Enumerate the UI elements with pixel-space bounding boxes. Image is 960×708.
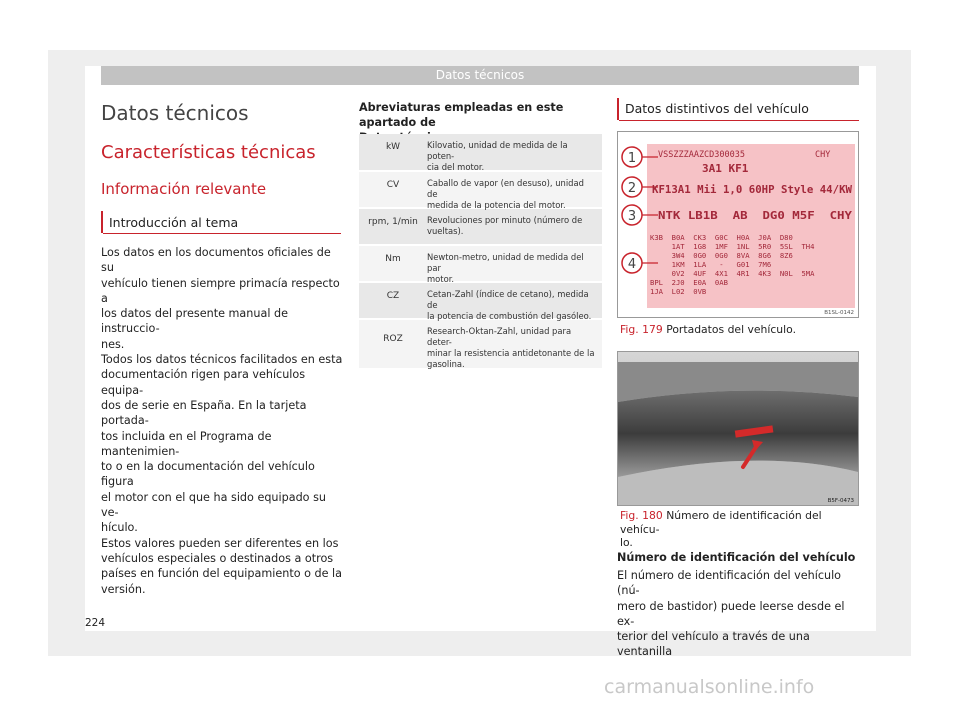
section-header: Datos técnicos xyxy=(101,66,859,85)
desc-line: la potencia de combustión del gasóleo. xyxy=(427,311,592,321)
table-row xyxy=(359,134,602,172)
title-line: Abreviaturas empleadas en este apartado de xyxy=(359,101,564,129)
text-line: nes. xyxy=(101,337,125,351)
plate-option-row: 1AT 1G8 1MF 1NL 5R0 5SL TH4 xyxy=(650,242,815,251)
text-line: Todos los datos técnicos facilitados en esta xyxy=(101,353,343,367)
text-line: países en función del equipamiento o de la xyxy=(101,567,343,581)
caption-text: Portadatos del vehículo. xyxy=(666,323,797,336)
heading-1: Datos técnicos xyxy=(101,101,249,125)
desc-line: Newton-metro, unidad de medida del par xyxy=(427,252,584,273)
data-plate-illustration xyxy=(618,132,858,317)
desc-line: Caballo de vapor (en desuso), unidad de xyxy=(427,178,584,199)
table-row xyxy=(359,320,602,370)
text-line: hículo. xyxy=(101,521,138,535)
table-row xyxy=(359,172,602,209)
plate-codes: NTK LB1B AB DG0 M5F CHY xyxy=(658,210,853,222)
desc-line: minar la resistencia antidetonante de la xyxy=(427,348,595,358)
heading-3: Información relevante xyxy=(101,180,267,198)
vin-window-illustration xyxy=(618,352,858,505)
abbr-cell: Nm xyxy=(385,254,401,264)
callout-number: 4 xyxy=(627,257,637,272)
desc-line: vueltas). xyxy=(427,226,464,236)
callout-number: 3 xyxy=(627,209,637,224)
heading-underline xyxy=(103,233,341,234)
abbr-cell: CZ xyxy=(386,291,400,301)
heading-2: Características técnicas xyxy=(101,142,316,163)
caption-text: Número de identificación del vehícu- xyxy=(620,509,822,536)
page-number: 224 xyxy=(85,617,106,629)
figure-vin-window xyxy=(617,351,859,506)
text-line: mero de bastidor) puede leerse desde el ex- xyxy=(617,599,845,628)
figure-number: Fig. 180 xyxy=(620,509,663,522)
plate-option-row: 0V2 4UF 4X1 4R1 4K3 N0L 5MA xyxy=(650,269,815,278)
heading-underline xyxy=(619,120,859,121)
vin-text xyxy=(617,568,861,660)
desc-line: Revoluciones por minuto (número de xyxy=(427,215,583,225)
abbr-cell: kW xyxy=(385,142,401,152)
text-line: El número de identificación del vehículo (nú- xyxy=(617,569,842,598)
plate-vin: VSSZZZAAZCD300035 xyxy=(658,150,745,160)
desc-line: medida de la potencia del motor. xyxy=(427,200,566,210)
desc-line: Research-Oktan-Zahl, unidad para deter- xyxy=(427,326,572,347)
abbr-cell: rpm, 1/min xyxy=(368,217,418,227)
plate-option-row: K3B B0A CK3 G0C H0A J0A D80 xyxy=(650,233,793,242)
vin-subtitle: Número de identificación del vehículo xyxy=(617,551,856,564)
table-row xyxy=(359,209,602,246)
callout-number: 1 xyxy=(627,151,637,166)
plate-type: 3A1 KF1 xyxy=(702,162,749,175)
desc-line: motor. xyxy=(427,274,455,284)
intro-text xyxy=(101,245,346,597)
desc-cell xyxy=(427,209,602,244)
figure-code: B5F-0473 xyxy=(827,498,854,504)
abbr-cell: CV xyxy=(386,180,400,190)
text-line: tos incluida en el Programa de mantenimien- xyxy=(101,429,272,458)
plate-option-row: 1KM 1LA - G01 7M6 xyxy=(650,260,772,269)
abbr-cell: ROZ xyxy=(383,334,403,344)
text-line: vehículo tienen siempre primacía respecto a xyxy=(101,276,340,305)
text-line: los datos del presente manual de instruccio- xyxy=(101,307,288,336)
text-line: terior del vehículo a través de una ventanilla xyxy=(617,630,810,659)
caption-text: lo. xyxy=(620,536,633,549)
desc-cell xyxy=(427,172,602,210)
plate-option-row: 1JA L02 0VB xyxy=(650,287,707,296)
heading-4: Introducción al tema xyxy=(109,215,239,230)
text-line: el motor con el que ha sido equipado su ve- xyxy=(101,490,327,520)
figure-180-caption xyxy=(620,509,860,550)
plate-option-row: BPL 2J0 E0A 0AB xyxy=(650,278,728,287)
plate-option-row: 3W4 0G0 0G0 8VA 8G6 8Z6 xyxy=(650,251,793,260)
plate-engine-code: CHY xyxy=(815,150,831,160)
desc-line: gasolina. xyxy=(427,359,465,369)
desc-cell xyxy=(427,134,602,170)
text-line: versión. xyxy=(101,582,146,596)
vehicle-data-title: Datos distintivos del vehículo xyxy=(625,101,809,116)
table-row xyxy=(359,246,602,283)
heading-accent-bar xyxy=(101,211,103,233)
heading-accent-bar xyxy=(617,98,619,120)
table-row xyxy=(359,283,602,320)
text-line: Los datos en los documentos oficiales de su xyxy=(101,246,331,275)
desc-line: Kilovatio, unidad de medida de la poten- xyxy=(427,140,568,161)
text-line: dos de serie en España. En la tarjeta portada- xyxy=(101,398,307,428)
figure-data-plate xyxy=(617,131,859,318)
text-line: vehículos especiales o destinados a otros xyxy=(101,551,334,565)
desc-cell xyxy=(427,246,602,284)
figure-number: Fig. 179 xyxy=(620,323,663,336)
text-line: documentación rigen para vehículos equipa- xyxy=(101,368,306,397)
desc-line: cia del motor. xyxy=(427,162,485,172)
watermark: carmanualsonline.info xyxy=(604,676,815,698)
desc-cell xyxy=(427,320,602,368)
text-line: to o en la documentación del vehículo figura xyxy=(101,460,315,489)
text-line: Estos valores pueden ser diferentes en los xyxy=(101,536,339,550)
figure-179-caption xyxy=(620,323,860,337)
callout-number: 2 xyxy=(627,181,637,196)
desc-line: Cetan-Zahl (índice de cetano), medida de xyxy=(427,289,589,310)
abbreviations-table xyxy=(359,134,602,370)
figure-code: B1SL-0142 xyxy=(824,310,854,316)
desc-cell xyxy=(427,283,602,321)
plate-model: KF13A1 Mii 1,0 60HP Style 44/KW xyxy=(652,183,853,196)
